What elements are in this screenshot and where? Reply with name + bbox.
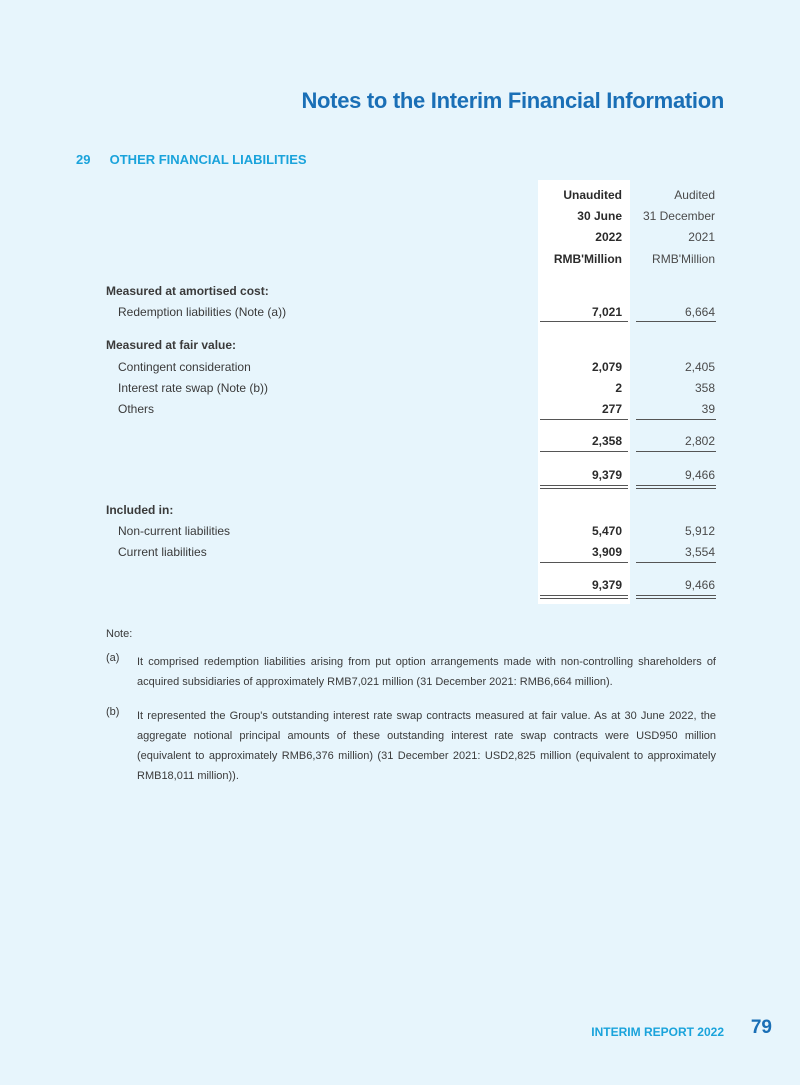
contingent-label: Contingent consideration xyxy=(118,360,251,374)
current-label: Current liabilities xyxy=(118,545,207,559)
total-2022: 9,379 xyxy=(591,468,622,482)
double-underline xyxy=(540,485,628,489)
fair-value-subtotal-2021: 2,802 xyxy=(684,434,715,448)
non-current-value-2021: 5,912 xyxy=(684,524,715,538)
non-current-label: Non-current liabilities xyxy=(118,524,231,538)
section-heading xyxy=(76,152,307,167)
notes-section xyxy=(106,628,716,800)
fair-value-heading: Measured at fair value: xyxy=(106,338,237,352)
note-a-tag: (a) xyxy=(106,652,120,664)
underline xyxy=(636,451,716,452)
others-value-2021: 39 xyxy=(701,402,715,416)
double-underline xyxy=(636,485,716,489)
note-b xyxy=(106,706,716,786)
col2-header-status: Audited xyxy=(674,188,715,202)
amortised-cost-heading: Measured at amortised cost: xyxy=(106,284,269,298)
redemption-value-2022: 7,021 xyxy=(591,305,622,319)
swap-label: Interest rate swap (Note (b)) xyxy=(118,381,269,395)
col1-header-status: Unaudited xyxy=(563,188,622,202)
contingent-value-2022: 2,079 xyxy=(591,360,622,374)
col1-header-date: 30 June xyxy=(577,209,622,223)
redemption-value-2021: 6,664 xyxy=(684,305,715,319)
footer-report-label: INTERIM REPORT 2022 xyxy=(591,1025,724,1039)
double-underline xyxy=(540,595,628,599)
note-a-text: It comprised redemption liabilities arising from put option arrangements made with non-controlling shareholders of acquired subsidiaries of approximately RMB7,021 million (31 December 2021: RMB6,664 million). xyxy=(137,656,716,688)
notes-title: Note: xyxy=(106,628,133,640)
others-value-2022: 277 xyxy=(601,402,622,416)
col1-header-year: 2022 xyxy=(595,230,622,244)
redemption-label: Redemption liabilities (Note (a)) xyxy=(118,305,287,319)
double-underline xyxy=(636,595,716,599)
others-label: Others xyxy=(118,402,155,416)
note-b-tag: (b) xyxy=(106,706,120,718)
page-number: 79 xyxy=(750,1017,772,1038)
col2-header-unit: RMB'Million xyxy=(652,252,715,266)
contingent-value-2021: 2,405 xyxy=(684,360,715,374)
section-number: 29 xyxy=(76,152,91,167)
underline xyxy=(636,562,716,563)
underline xyxy=(636,419,716,420)
swap-value-2021: 358 xyxy=(694,381,715,395)
page-title: Notes to the Interim Financial Information xyxy=(301,88,724,113)
section-title: OTHER FINANCIAL LIABILITIES xyxy=(109,152,307,167)
col2-header-date: 31 December xyxy=(642,209,715,223)
fair-value-subtotal-2022: 2,358 xyxy=(591,434,622,448)
current-value-2022: 3,909 xyxy=(591,545,622,559)
non-current-value-2022: 5,470 xyxy=(591,524,622,538)
underline xyxy=(540,562,628,563)
underline xyxy=(540,419,628,420)
underline xyxy=(636,321,716,322)
swap-value-2022: 2 xyxy=(615,381,622,395)
note-b-text: It represented the Group's outstanding interest rate swap contracts measured at fair value. As at 30 June 2022, the aggregate notional principal amounts of these outstanding interest rate swap contracts were USD950 million (equivalent to approximately RMB6,376 million) (31 December 2021: USD2,825 million (equivalent to approximately RMB18,011 million)). xyxy=(137,710,716,782)
included-total-2022: 9,379 xyxy=(591,578,622,592)
underline xyxy=(540,321,628,322)
current-value-2021: 3,554 xyxy=(684,545,715,559)
included-in-heading: Included in: xyxy=(106,503,174,517)
underline xyxy=(540,451,628,452)
note-a xyxy=(106,652,716,692)
included-total-2021: 9,466 xyxy=(684,578,715,592)
total-2021: 9,466 xyxy=(684,468,715,482)
col2-header-year: 2021 xyxy=(688,230,715,244)
col1-header-unit: RMB'Million xyxy=(553,252,622,266)
